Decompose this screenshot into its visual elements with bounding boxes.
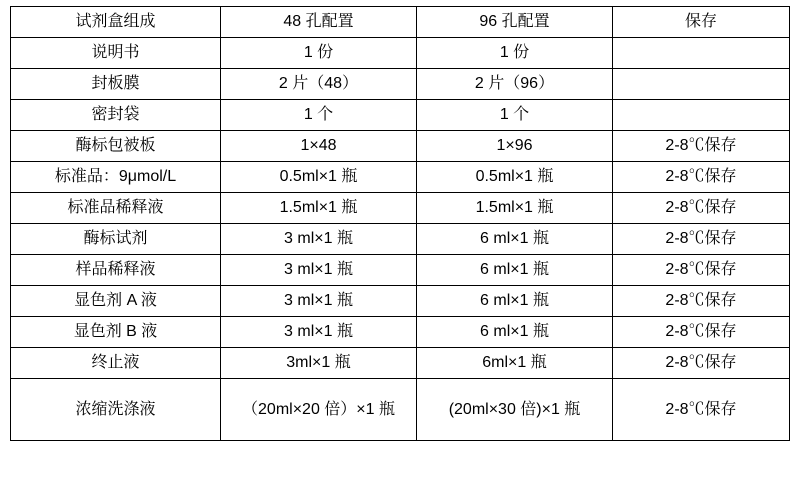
- cell-96well: 1.5ml×1 瓶: [417, 193, 613, 224]
- cell-item: 标准品：9μmol/L: [11, 162, 221, 193]
- cell-item: 酶标试剂: [11, 224, 221, 255]
- table-row: [11, 69, 790, 100]
- cell-storage: [613, 100, 790, 131]
- cell-storage: 2-8℃保存: [613, 286, 790, 317]
- cell-48well: 3 ml×1 瓶: [221, 255, 417, 286]
- column-header-96well: 96 孔配置: [417, 7, 613, 38]
- table-row: [11, 100, 790, 131]
- cell-storage: 2-8℃保存: [613, 317, 790, 348]
- cell-storage: [613, 69, 790, 100]
- table-row: [11, 348, 790, 379]
- cell-48well: 3 ml×1 瓶: [221, 317, 417, 348]
- column-header-48well: 48 孔配置: [221, 7, 417, 38]
- cell-item: 说明书: [11, 38, 221, 69]
- table-row: [11, 38, 790, 69]
- cell-storage: 2-8℃保存: [613, 131, 790, 162]
- table-row: [11, 317, 790, 348]
- cell-item: 显色剂 B 液: [11, 317, 221, 348]
- cell-96well: (20ml×30 倍)×1 瓶: [417, 379, 613, 441]
- cell-96well: 0.5ml×1 瓶: [417, 162, 613, 193]
- table-row: [11, 193, 790, 224]
- cell-48well: 2 片（48）: [221, 69, 417, 100]
- column-header-composition: 试剂盒组成: [11, 7, 221, 38]
- cell-96well: 1×96: [417, 131, 613, 162]
- table-row: [11, 255, 790, 286]
- cell-48well: 3 ml×1 瓶: [221, 286, 417, 317]
- cell-96well: 6 ml×1 瓶: [417, 317, 613, 348]
- cell-48well: （20ml×20 倍）×1 瓶: [221, 379, 417, 441]
- column-header-storage: 保存: [613, 7, 790, 38]
- cell-item: 终止液: [11, 348, 221, 379]
- table-row: [11, 162, 790, 193]
- cell-48well: 1.5ml×1 瓶: [221, 193, 417, 224]
- cell-storage: 2-8℃保存: [613, 348, 790, 379]
- cell-item: 标准品稀释液: [11, 193, 221, 224]
- cell-96well: 6 ml×1 瓶: [417, 286, 613, 317]
- cell-item: 浓缩洗涤液: [11, 379, 221, 441]
- cell-96well: 6ml×1 瓶: [417, 348, 613, 379]
- kit-composition-table: [10, 6, 790, 441]
- table-row: [11, 379, 790, 441]
- cell-48well: 1 个: [221, 100, 417, 131]
- cell-96well: 1 个: [417, 100, 613, 131]
- cell-item: 显色剂 A 液: [11, 286, 221, 317]
- cell-48well: 1 份: [221, 38, 417, 69]
- cell-storage: 2-8℃保存: [613, 255, 790, 286]
- cell-96well: 6 ml×1 瓶: [417, 224, 613, 255]
- cell-96well: 2 片（96）: [417, 69, 613, 100]
- cell-item: 样品稀释液: [11, 255, 221, 286]
- table-header-row: [11, 7, 790, 38]
- cell-48well: 0.5ml×1 瓶: [221, 162, 417, 193]
- cell-item: 封板膜: [11, 69, 221, 100]
- cell-96well: 1 份: [417, 38, 613, 69]
- cell-storage: 2-8℃保存: [613, 162, 790, 193]
- table-row: [11, 224, 790, 255]
- cell-storage: 2-8℃保存: [613, 379, 790, 441]
- cell-48well: 1×48: [221, 131, 417, 162]
- cell-item: 密封袋: [11, 100, 221, 131]
- cell-storage: 2-8℃保存: [613, 224, 790, 255]
- table-row: [11, 286, 790, 317]
- cell-48well: 3ml×1 瓶: [221, 348, 417, 379]
- table-row: [11, 131, 790, 162]
- cell-item: 酶标包被板: [11, 131, 221, 162]
- cell-48well: 3 ml×1 瓶: [221, 224, 417, 255]
- cell-96well: 6 ml×1 瓶: [417, 255, 613, 286]
- cell-storage: 2-8℃保存: [613, 193, 790, 224]
- cell-storage: [613, 38, 790, 69]
